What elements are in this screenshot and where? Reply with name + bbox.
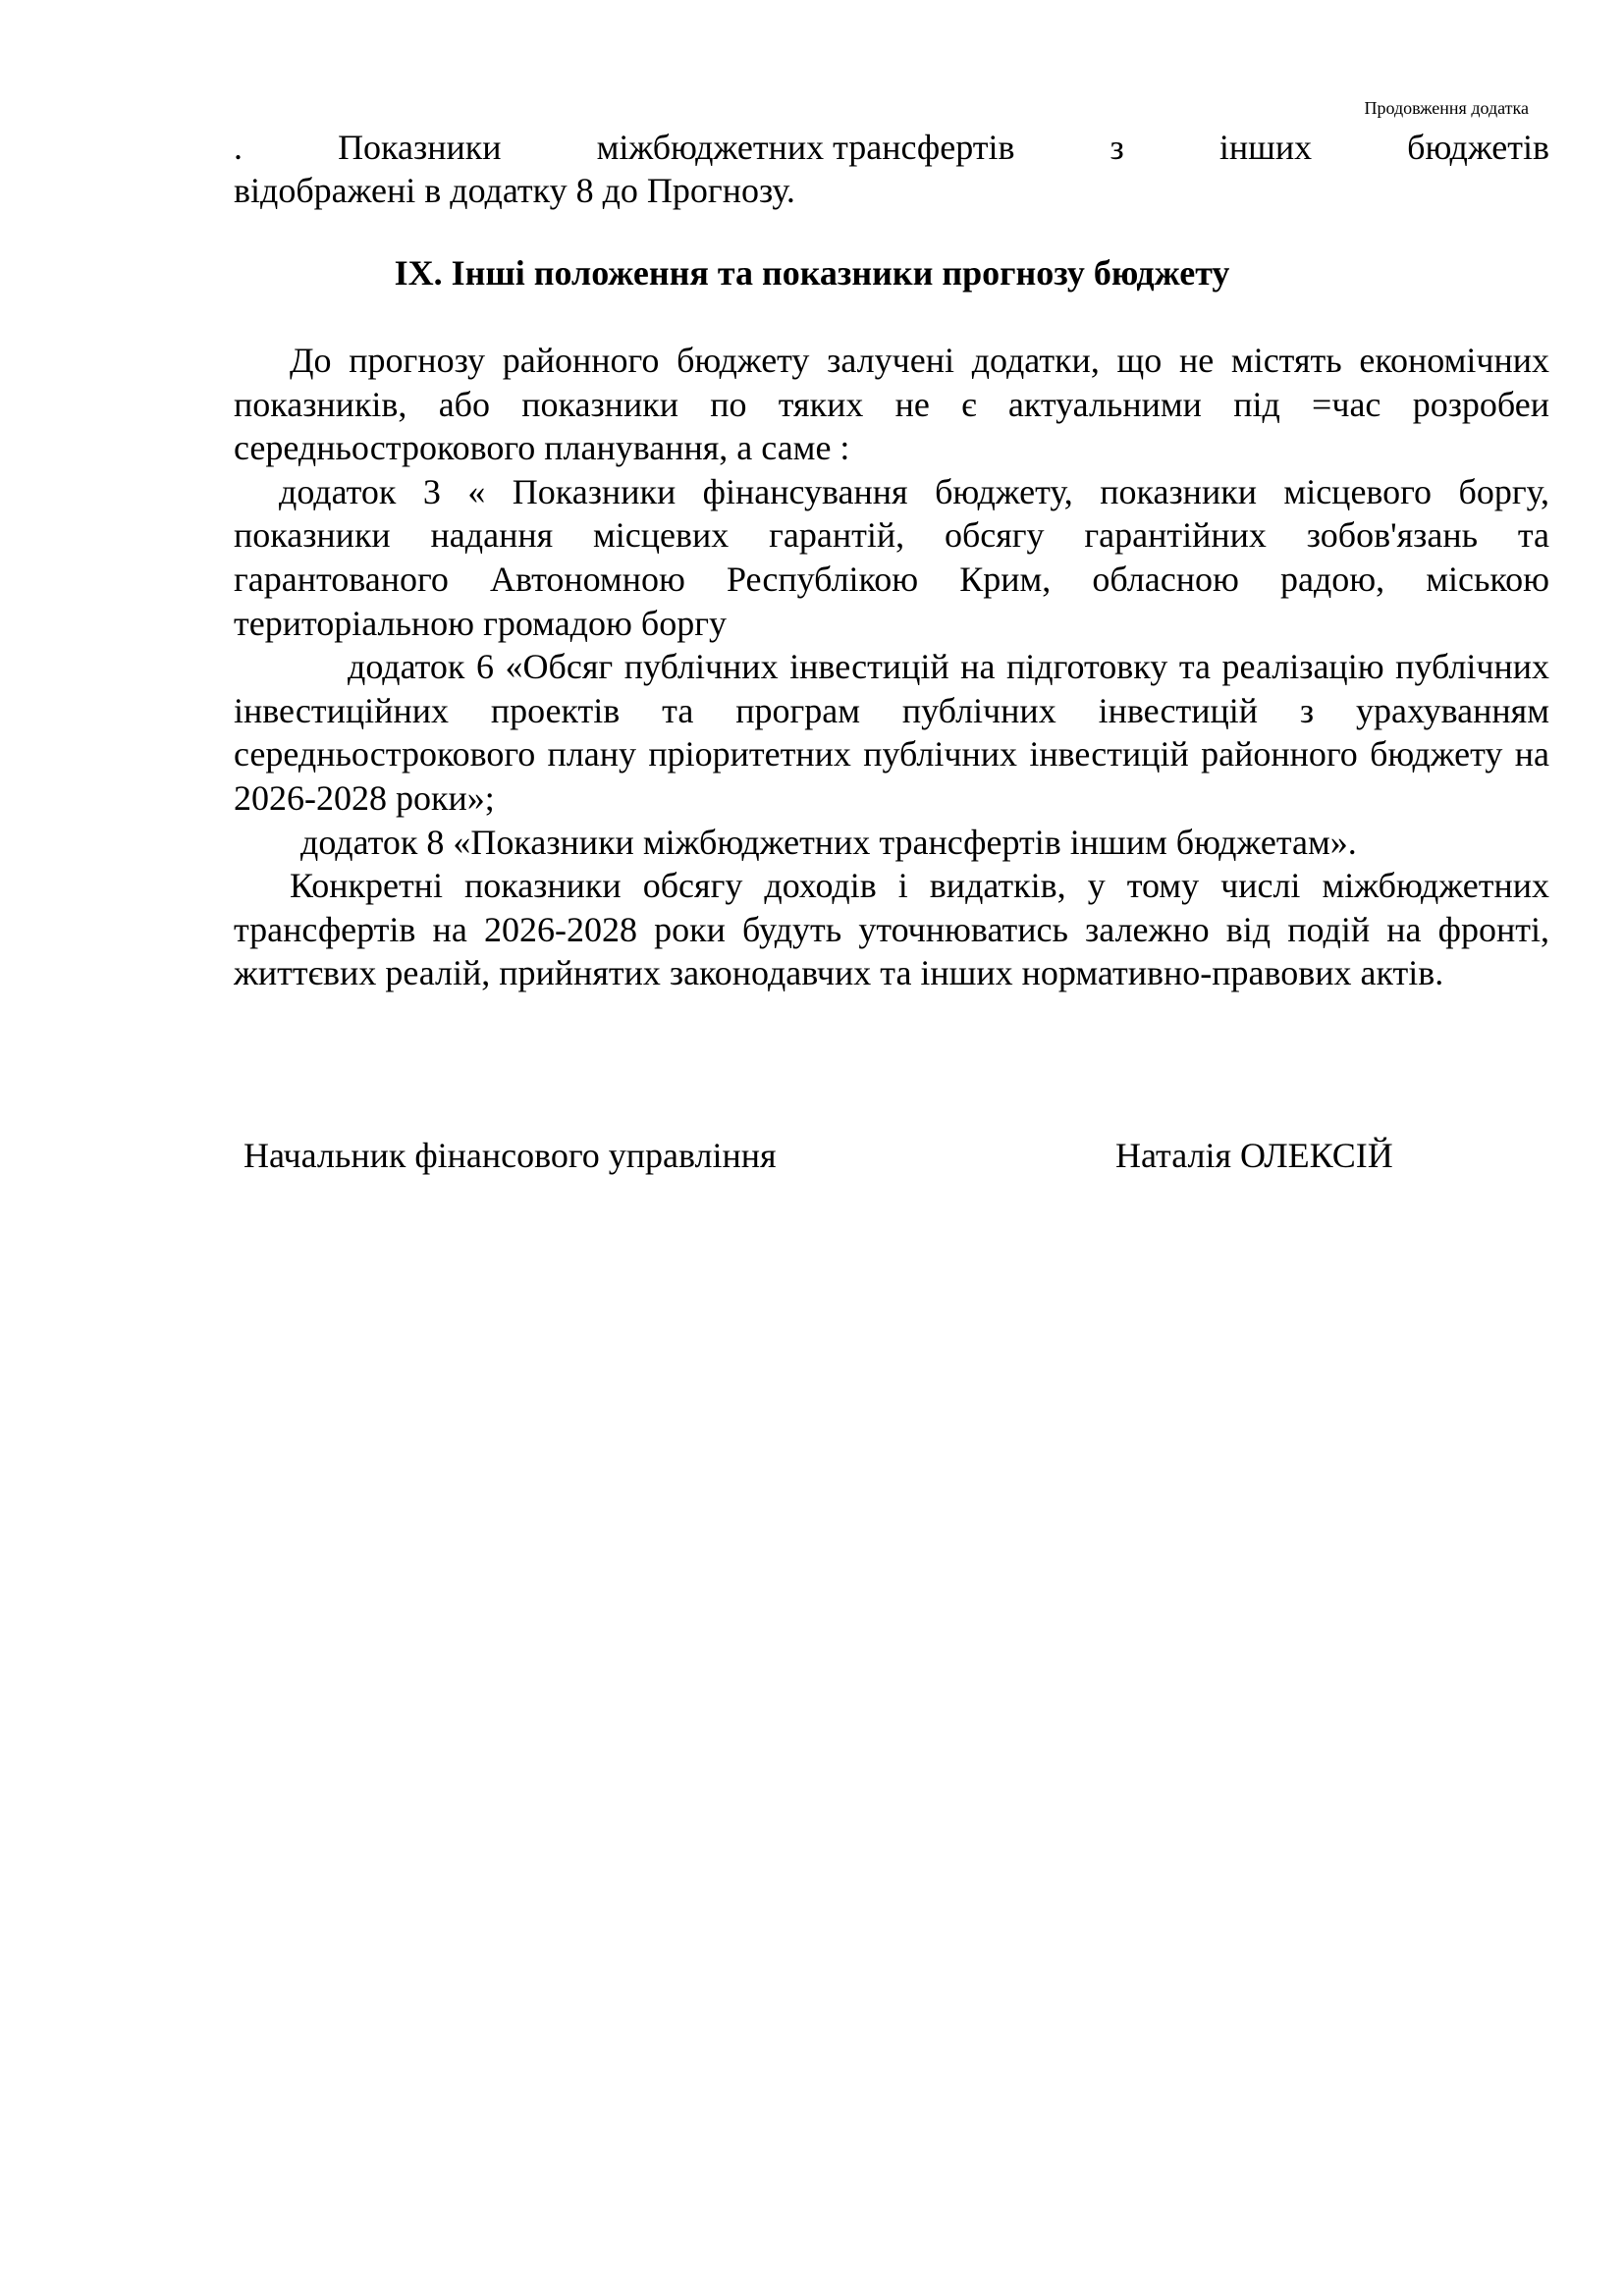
signatory-position: Начальник фінансового управління xyxy=(244,1136,777,1175)
paragraph-conclusion: Конкретні показники обсягу доходів і видатків, у тому числі міжбюджетних трансфертів на 2026-2028 роки будуть уточнюватись залежно від подій на фронті, життєвих реалій, прийнятих законодавчих та інших нормативно-правових актів. xyxy=(234,866,1549,993)
appendix-continuation-note: Продовження додатка xyxy=(1364,98,1529,118)
intro-word: Показники xyxy=(338,128,502,167)
intro-word: . xyxy=(234,128,243,167)
section-title: IX. Інші положення та показники прогнозу бюджету xyxy=(394,253,1230,293)
intro-word: бюджетів xyxy=(1407,128,1549,167)
section-body xyxy=(234,339,1549,995)
paragraph-annex-8: додаток 8 «Показники міжбюджетних трансфертів іншим бюджетам». xyxy=(300,822,1357,862)
intro-word: з xyxy=(1110,128,1124,167)
intro-line-1 xyxy=(234,126,1549,169)
intro-word: міжбюджетних трансфертів xyxy=(596,128,1015,167)
intro-line-2: відображені в додатку 8 до Прогнозу. xyxy=(234,171,795,210)
intro-word: інших xyxy=(1218,128,1313,167)
paragraph-annex-3: додаток 3 « Показники фінансування бюджету, показники місцевого боргу, показники надання місцевих гарантій, обсягу гарантійних зобов'язань та гарантованого Автономною Республікою Крим, обласною радою, міською територіальною громадою боргу xyxy=(234,471,1549,643)
paragraph-annexes-intro: До прогнозу районного бюджету залучені додатки, що не містять економічних показників, або показники по тяких не є актуальними під =час розробеи середньострокового планування, а саме : xyxy=(234,341,1549,468)
intro-paragraph xyxy=(234,126,1549,212)
paragraph-annex-6: додаток 6 «Обсяг публічних інвестицій на підготовку та реалізацію публічних інвестиційних проектів та програм публічних інвестицій з урахуванням середньострокового плану пріоритетних публічних інвестицій районного бюджету на 2026-2028 роки»; xyxy=(234,647,1549,818)
signatory-name: Наталія ОЛЕКСІЙ xyxy=(1115,1136,1393,1175)
